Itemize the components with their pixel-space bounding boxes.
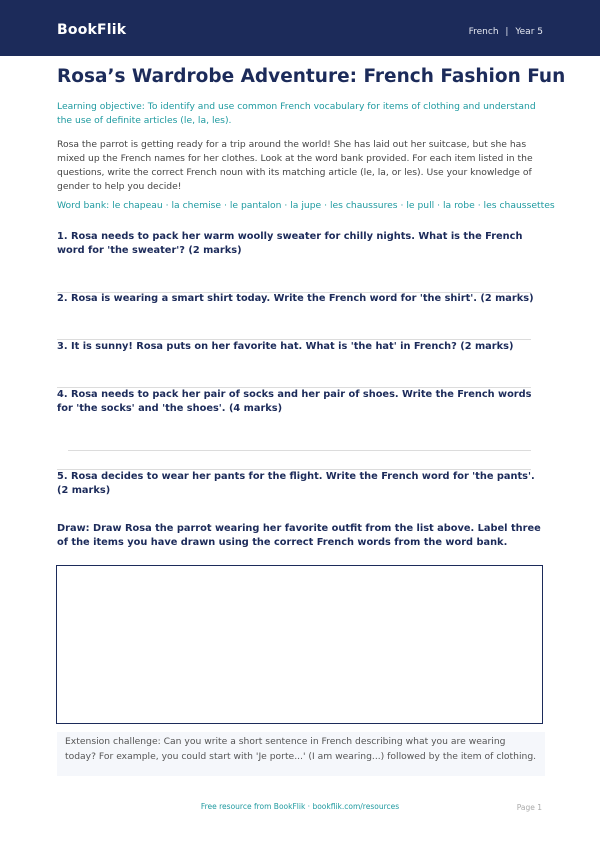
- question-4: 4. Rosa needs to pack her pair of socks and her pair of shoes. Write the French words for 'the socks' and 'the shoes'. (4 marks): [57, 389, 532, 414]
- page-title: Rosa’s Wardrobe Adventure: French Fashion Fun: [57, 66, 566, 87]
- question-5: 5. Rosa decides to wear her pants for the flight. Write the French word for 'the pants'. (2 marks): [57, 471, 535, 496]
- learning-objective: Learning objective: To identify and use common French vocabulary for items of clothing and understand the use of definite articles (le, la, les).: [57, 101, 536, 126]
- extension-challenge: Extension challenge: Can you write a short sentence in French describing what you are wearing today? For example, you could start with 'Je porte...' (I am wearing...) followed by the item of clothing.: [57, 732, 545, 776]
- meta-separator: |: [505, 27, 509, 37]
- header-bar: [0, 0, 600, 56]
- footer-link[interactable]: Free resource from BookFlik · bookflik.com/resources: [200, 802, 400, 811]
- subject-year: [469, 27, 543, 37]
- page-number: Page 1: [516, 803, 542, 812]
- question-3: 3. It is sunny! Rosa puts on her favorite hat. What is 'the hat' in French? (2 marks): [57, 341, 514, 352]
- word-bank: Word bank: le chapeau · la chemise · le pantalon · la jupe · les chaussures · le pull · la robe · les chaussettes: [57, 200, 555, 211]
- intro-paragraph: Rosa the parrot is getting ready for a trip around the world! She has laid out her suitcase, but she has mixed up the French names for her clothes. Look at the word bank provided. For each item listed in the questions, write the correct French noun with its matching article (le, la, or les). Use your knowledge of gender to help you decide!: [57, 139, 533, 192]
- brand-logo[interactable]: BookFlik: [57, 22, 127, 38]
- answer-line-4a[interactable]: [68, 450, 531, 451]
- drawing-area[interactable]: [56, 565, 543, 724]
- question-1: 1. Rosa needs to pack her warm woolly sweater for chilly nights. What is the French word for 'the sweater'? (2 marks): [57, 231, 523, 256]
- draw-task: Draw: Draw Rosa the parrot wearing her favorite outfit from the list above. Label three of the items you have drawn using the correct French words from the word bank.: [57, 523, 541, 548]
- question-2: 2. Rosa is wearing a smart shirt today. Write the French word for 'the shirt'. (2 marks): [57, 293, 534, 304]
- year-label: Year 5: [515, 27, 543, 37]
- subject-label: French: [468, 27, 499, 37]
